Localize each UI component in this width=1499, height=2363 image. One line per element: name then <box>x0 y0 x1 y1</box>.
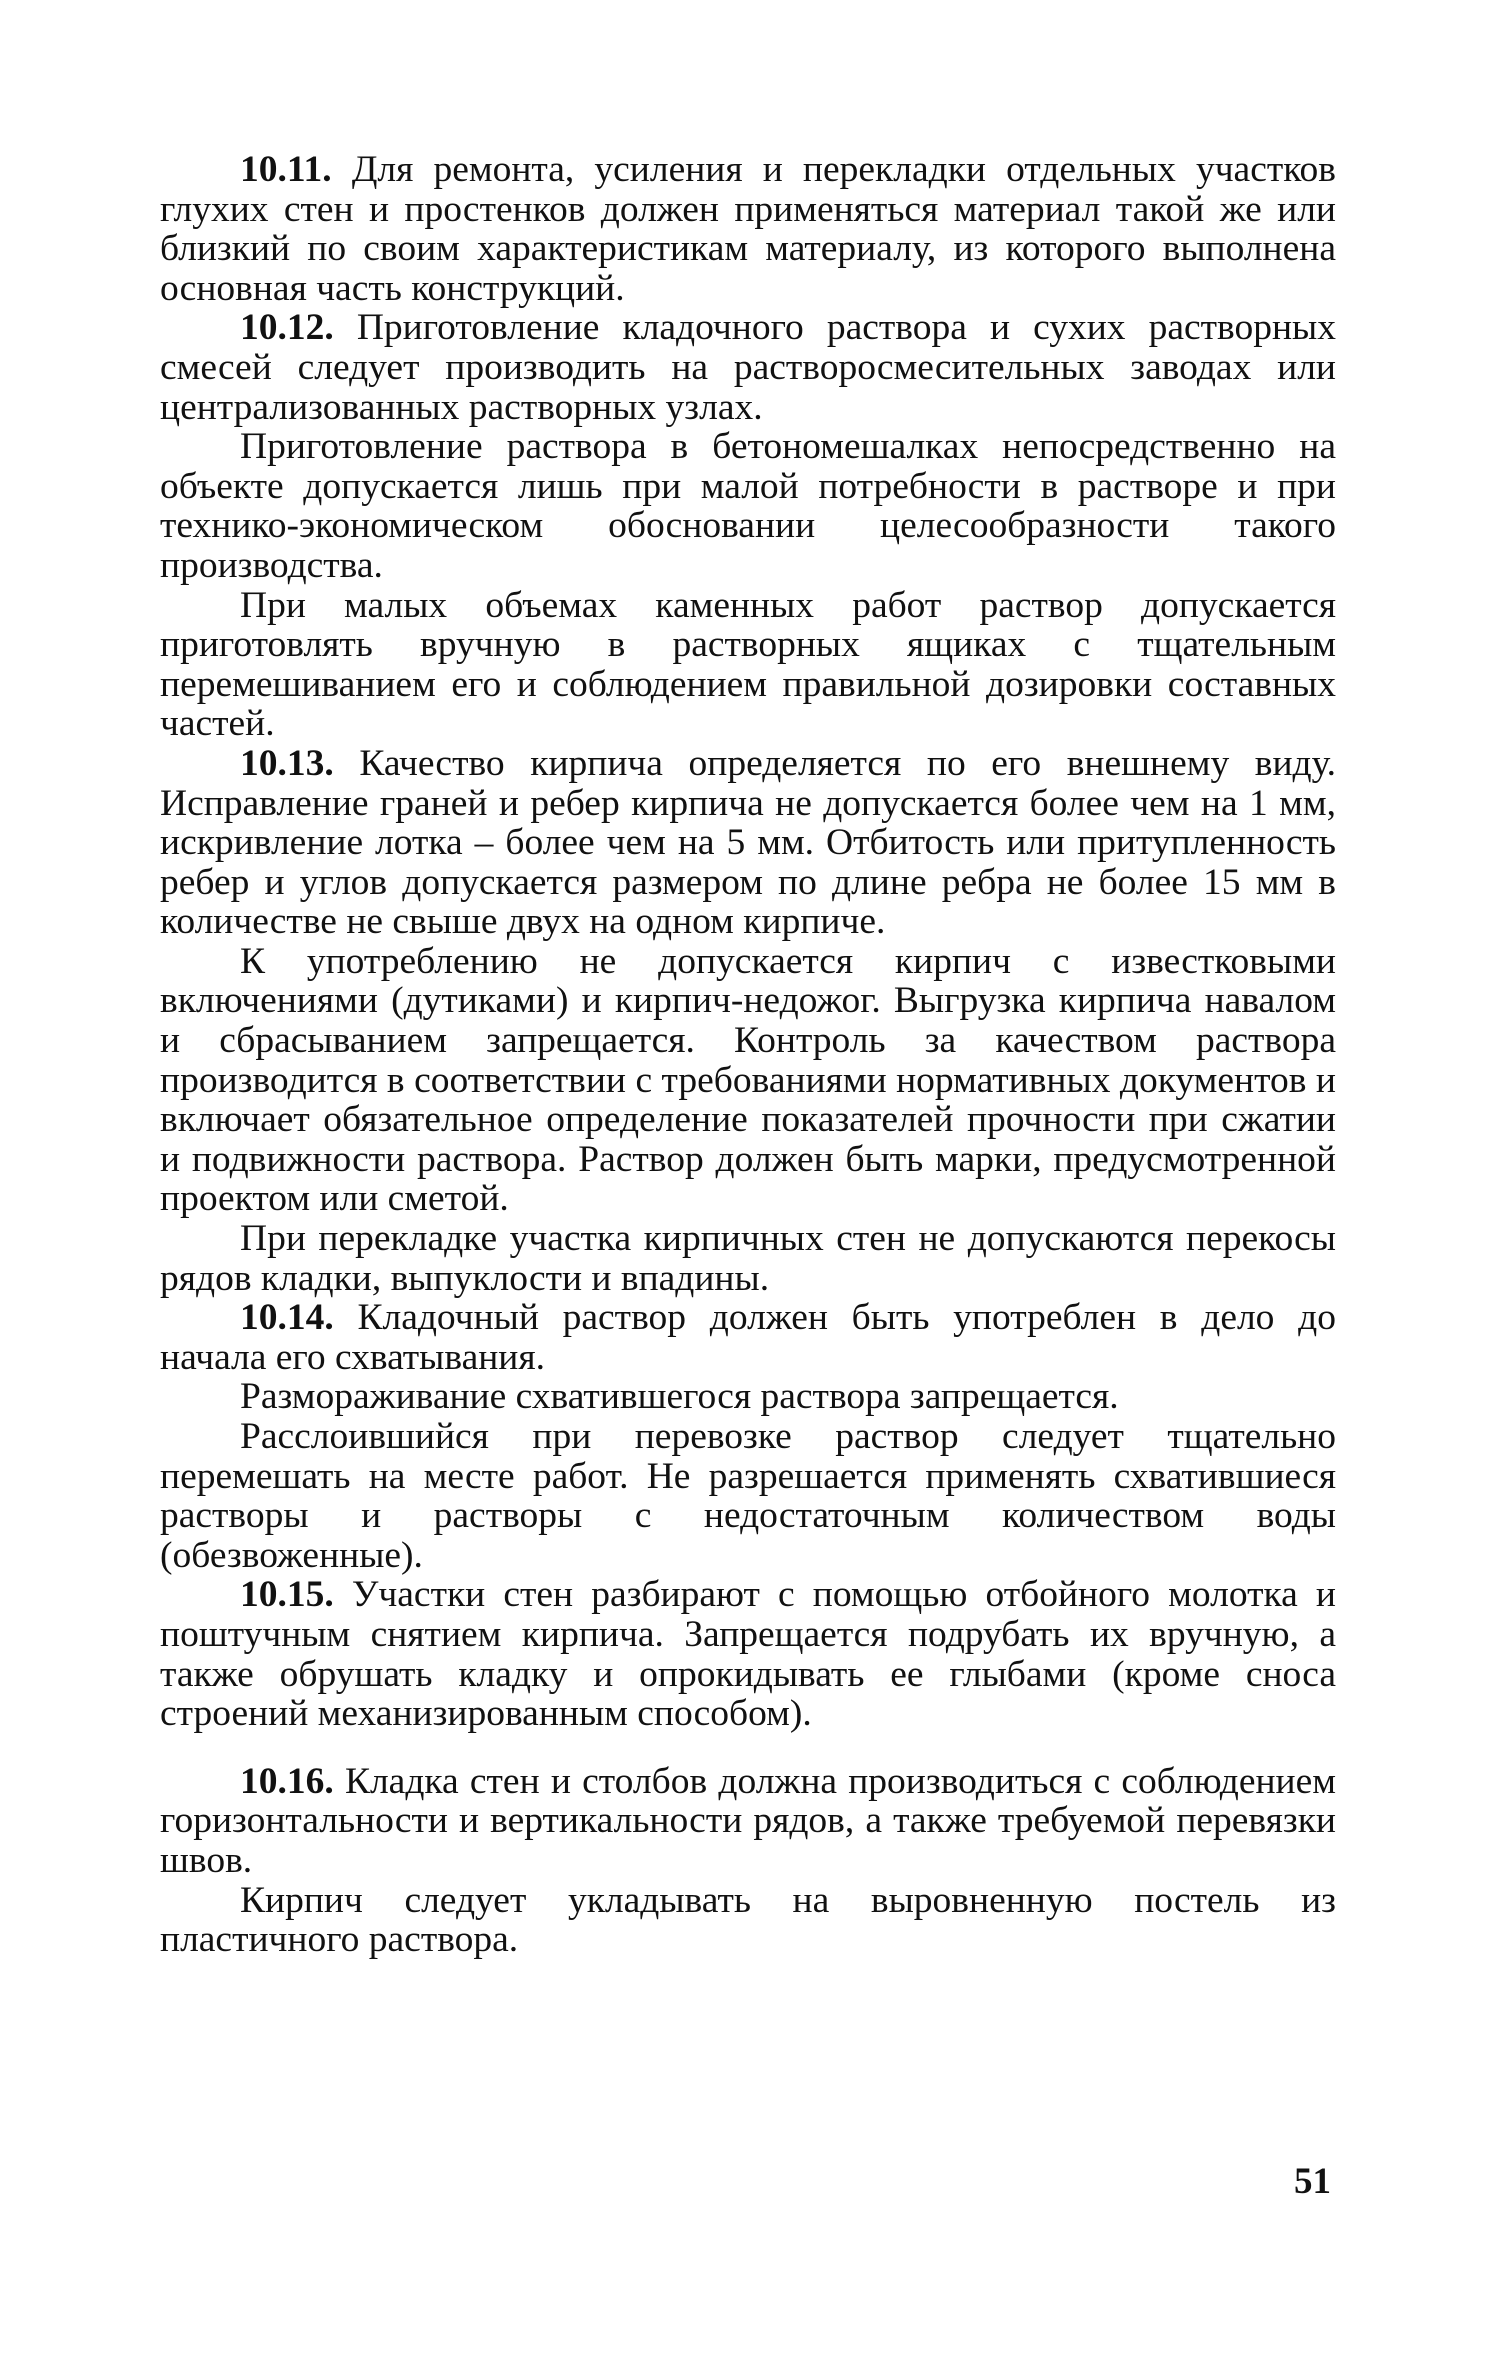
paragraph-relaying-walls <box>160 1219 1336 1298</box>
paragraph-stratified-mortar <box>160 1417 1336 1575</box>
paragraph-manual-preparation <box>160 586 1336 744</box>
paragraph-text: Качество кирпича определяется по его внешнему виду. Исправление граней и ребер кирпича не допускается более чем на 1 мм, искривление лотка – более чем на 5 мм. Отбитость или притупленность ребер и углов допускается размером по длине ребра не более 15 мм в количестве не свыше двух на одном кирпиче. <box>160 742 1336 943</box>
paragraph-10-12 <box>160 308 1336 427</box>
paragraph-10-13 <box>160 744 1336 942</box>
paragraph-text: Приготовление кладочного раствора и сухих растворных смесей следует производить на растворосмесительных заводах или централизованных растворных узлах. <box>160 307 1336 428</box>
paragraph-text: Кладка стен и столбов должна производиться с соблюдением горизонтальности и вертикальности рядов, а также требуемой перевязки швов. <box>160 1760 1336 1881</box>
paragraph-text: Кирпич следует укладывать на выровненную постель из пластичного раствора. <box>160 1879 1336 1961</box>
clause-number: 10.16. <box>240 1760 334 1802</box>
clause-number: 10.13. <box>240 742 334 784</box>
page-number: 51 <box>1294 2161 1331 2202</box>
paragraph-mixer-preparation <box>160 427 1336 585</box>
paragraph-text: Размораживание схватившегося раствора запрещается. <box>240 1376 1119 1418</box>
paragraph-10-11 <box>160 150 1336 308</box>
paragraph-text: При перекладке участка кирпичных стен не допускаются перекосы рядов кладки, выпуклости и впадины. <box>160 1218 1336 1299</box>
paragraph-text: Приготовление раствора в бетономешалках непосредственно на объекте допускается лишь при малой потребности в растворе и при технико-экономическом обосновании целесообразности такого производства. <box>160 426 1336 586</box>
paragraph-text: К употреблению не допускается кирпич с известковыми включениями (дутиками) и кирпич-недожог. Выгрузка кирпича навалом и сбрасыванием запрещается. Контроль за качеством раствора производится в соответствии с требованиями нормативных документов и включает обязательное определение показателей прочности при сжатии и подвижности раствора. Раствор должен быть марки, предусмотренной проектом или сметой. <box>160 940 1336 1220</box>
paragraph-10-15 <box>160 1575 1336 1733</box>
paragraph-text: Расслоившийся при перевозке раствор следует тщательно перемешать на месте работ. Не разрешается применять схватившиеся растворы и растворы с недостаточным количеством воды (обезвоженные). <box>160 1416 1336 1576</box>
paragraph-10-14 <box>160 1298 1336 1377</box>
document-page <box>160 150 1336 1960</box>
paragraph-text: Для ремонта, усиления и перекладки отдельных участков глухих стен и простенков должен применяться материал такой же или близкий по своим характеристикам материалу, из которого выполнена основная часть конструкций. <box>160 149 1336 309</box>
paragraph-text: Кладочный раствор должен быть употреблен в дело до начала его схватывания. <box>160 1297 1336 1378</box>
paragraph-text: Участки стен разбирают с помощью отбойного молотка и поштучным снятием кирпича. Запрещается подрубать их вручную, а также обрушать кладку и опрокидывать ее глыбами (кроме сноса строений механизированным способом). <box>160 1574 1336 1735</box>
clause-number: 10.12. <box>240 307 334 349</box>
paragraph-brick-laying <box>160 1881 1336 1960</box>
paragraph-thawing <box>160 1377 1336 1417</box>
clause-number: 10.11. <box>240 149 332 190</box>
paragraph-brick-quality-control <box>160 942 1336 1219</box>
clause-number: 10.14. <box>240 1297 334 1339</box>
paragraph-text: При малых объемах каменных работ раствор допускается приготовлять вручную в растворных ящиках с тщательным перемешиванием его и соблюдением правильной дозировки составных частей. <box>160 584 1336 745</box>
paragraph-10-16 <box>160 1762 1336 1881</box>
clause-number: 10.15. <box>240 1574 334 1616</box>
